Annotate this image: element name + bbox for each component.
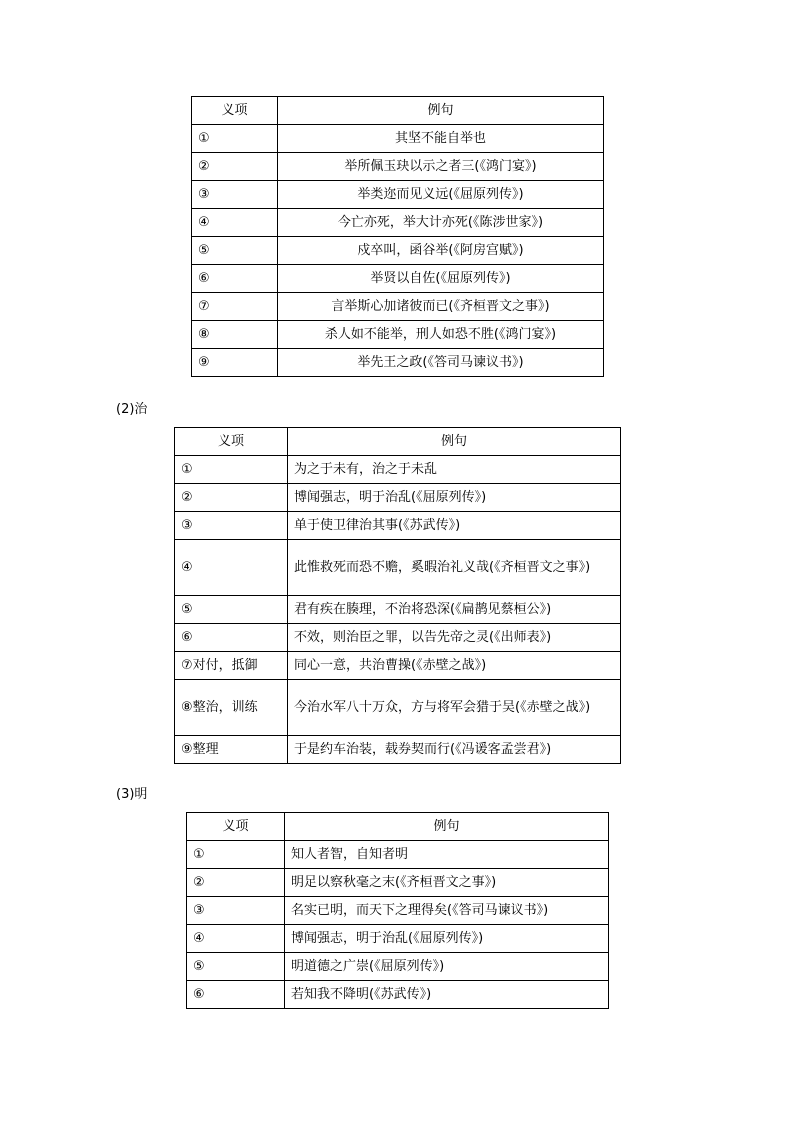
table-row: [187, 953, 609, 981]
example-cell: 举类迩而见义远(《屈原列传》): [278, 181, 604, 209]
example-cell: 不效，则治臣之罪，以告先帝之灵(《出师表》): [288, 624, 621, 652]
table-row: [187, 925, 609, 953]
table-header-row: [187, 813, 609, 841]
example-cell: 知人者智，自知者明: [285, 841, 609, 869]
table-row: [187, 981, 609, 1009]
table-ming: [186, 812, 609, 1009]
sense-cell: ⑥: [187, 981, 285, 1009]
sense-cell: ④: [175, 540, 288, 596]
example-cell: 明足以察秋毫之末(《齐桓晋文之事》): [285, 869, 609, 897]
table-row: [192, 321, 604, 349]
header-example: 例句: [278, 97, 604, 125]
table-ju: [191, 96, 604, 377]
sense-cell: ⑦对付，抵御: [175, 652, 288, 680]
sense-cell: ⑦: [192, 293, 278, 321]
example-cell: 君有疾在腠理，不治将恐深(《扁鹊见蔡桓公》): [288, 596, 621, 624]
example-cell: 单于使卫律治其事(《苏武传》): [288, 512, 621, 540]
sense-cell: ⑥: [192, 265, 278, 293]
table-row: [192, 181, 604, 209]
sense-cell: ②: [187, 869, 285, 897]
table-row: [175, 736, 621, 764]
example-cell: 今治水军八十万众，方与将军会猎于吴(《赤壁之战》): [288, 680, 621, 736]
sense-cell: ①: [187, 841, 285, 869]
sense-cell: ⑧整治，训练: [175, 680, 288, 736]
table-row: [192, 349, 604, 377]
sense-cell: ②: [192, 153, 278, 181]
sense-cell: ①: [192, 125, 278, 153]
table-row: [175, 680, 621, 736]
section-title-zhi: (2)治: [116, 402, 148, 417]
example-cell: 戍卒叫，函谷举(《阿房宫赋》): [278, 237, 604, 265]
sense-cell: ⑤: [187, 953, 285, 981]
table-row: [192, 125, 604, 153]
table-row: [175, 540, 621, 596]
table-zhi: [174, 427, 621, 764]
sense-cell: ⑥: [175, 624, 288, 652]
example-cell: 其坚不能自举也: [278, 125, 604, 153]
example-cell: 言举斯心加诸彼而已(《齐桓晋文之事》): [278, 293, 604, 321]
table-row: [192, 293, 604, 321]
example-cell: 为之于未有，治之于未乱: [288, 456, 621, 484]
example-cell: 博闻强志，明于治乱(《屈原列传》): [288, 484, 621, 512]
sense-cell: ⑧: [192, 321, 278, 349]
example-cell: 明道德之广崇(《屈原列传》): [285, 953, 609, 981]
sense-cell: ④: [192, 209, 278, 237]
example-cell: 名实已明，而天下之理得矣(《答司马谏议书》): [285, 897, 609, 925]
table-row: [192, 237, 604, 265]
header-example: 例句: [288, 428, 621, 456]
sense-cell: ⑤: [175, 596, 288, 624]
sense-cell: ③: [175, 512, 288, 540]
example-cell: 若知我不降明(《苏武传》): [285, 981, 609, 1009]
table-row: [175, 512, 621, 540]
sense-cell: ③: [192, 181, 278, 209]
table-row: [187, 869, 609, 897]
sense-cell: ①: [175, 456, 288, 484]
sense-cell: ②: [175, 484, 288, 512]
example-cell: 举先王之政(《答司马谏议书》): [278, 349, 604, 377]
example-cell: 杀人如不能举，刑人如恐不胜(《鸿门宴》): [278, 321, 604, 349]
header-sense: 义项: [192, 97, 278, 125]
example-cell: 此惟救死而恐不赡，奚暇治礼义哉(《齐桓晋文之事》): [288, 540, 621, 596]
table-row: [175, 652, 621, 680]
table-row: [175, 484, 621, 512]
table-row: [175, 596, 621, 624]
table-row: [192, 209, 604, 237]
example-cell: 今亡亦死，举大计亦死(《陈涉世家》): [278, 209, 604, 237]
header-example: 例句: [285, 813, 609, 841]
sense-cell: ⑨: [192, 349, 278, 377]
header-sense: 义项: [175, 428, 288, 456]
header-sense: 义项: [187, 813, 285, 841]
table-header-row: [192, 97, 604, 125]
table-row: [187, 897, 609, 925]
table-row: [192, 265, 604, 293]
section-title-ming: (3)明: [116, 787, 148, 802]
sense-cell: ⑤: [192, 237, 278, 265]
sense-cell: ③: [187, 897, 285, 925]
table-row: [175, 456, 621, 484]
table-row: [187, 841, 609, 869]
example-cell: 举所佩玉玦以示之者三(《鸿门宴》): [278, 153, 604, 181]
example-cell: 同心一意，共治曹操(《赤壁之战》): [288, 652, 621, 680]
example-cell: 于是约车治装，载券契而行(《冯谖客孟尝君》): [288, 736, 621, 764]
table-row: [192, 153, 604, 181]
example-cell: 博闻强志，明于治乱(《屈原列传》): [285, 925, 609, 953]
table-header-row: [175, 428, 621, 456]
table-row: [175, 624, 621, 652]
sense-cell: ⑨整理: [175, 736, 288, 764]
sense-cell: ④: [187, 925, 285, 953]
example-cell: 举贤以自佐(《屈原列传》): [278, 265, 604, 293]
